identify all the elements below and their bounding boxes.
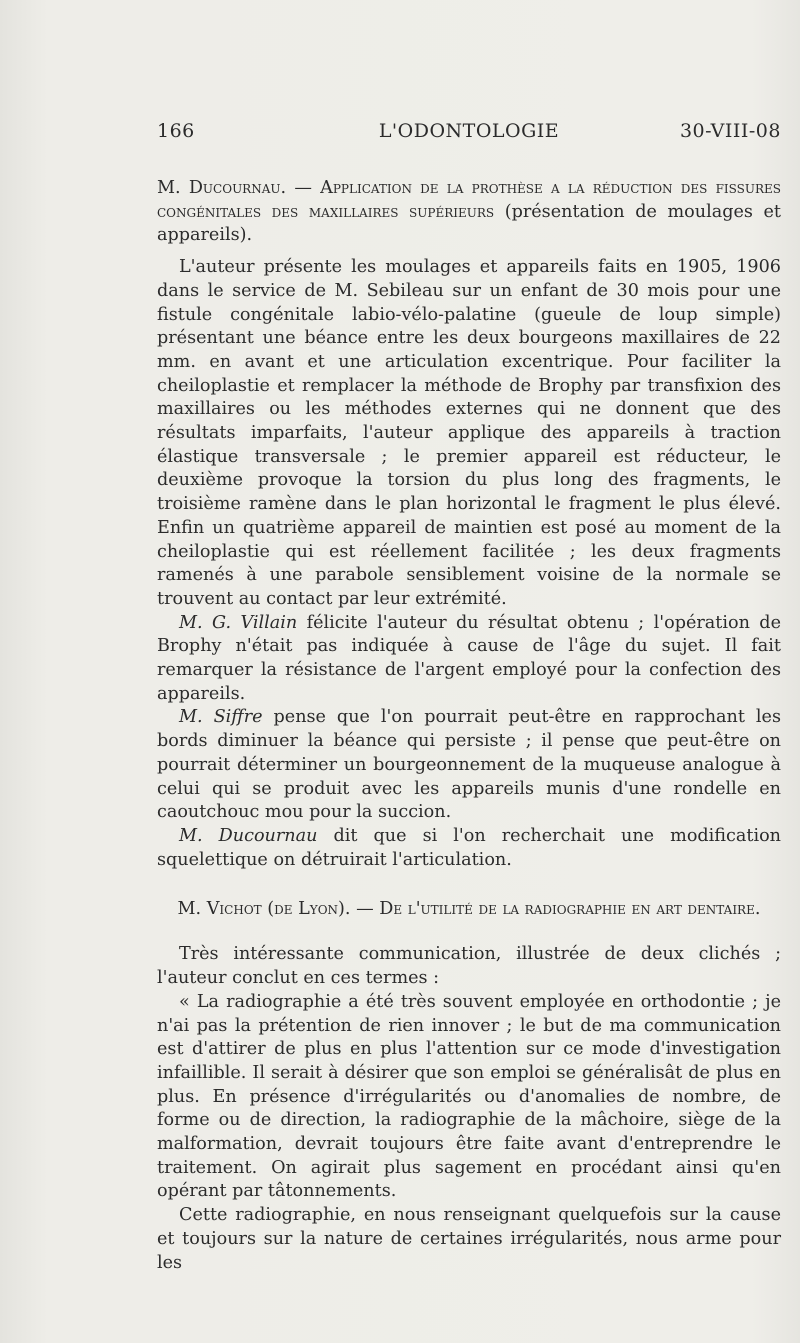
speaker-name: M. Ducournau <box>179 825 318 846</box>
page-number: 166 <box>157 120 195 142</box>
speaker-name: M. G. Villain <box>179 612 298 633</box>
paragraph-villain <box>157 612 781 707</box>
issue-date: 30-VIII-08 <box>679 120 781 142</box>
paragraph-continuation: Cette radiographie, en nous renseignant quelquefois sur la cause et toujours sur la nature de certaines irrégularités, nous arme pour les <box>157 1205 781 1273</box>
paragraph-text: pense que l'on pourrait peut-être en rapprochant les bords diminuer la béance qui persiste ; il pense que peut-être on pourrait déterminer un bourgeonnement de la muqueuse analogue à celui qui se produit avec les appareils munis d'une rondelle en caoutchouc mou pour la succion. <box>157 707 781 823</box>
paragraph-summary: L'auteur présente les moulages et appareils faits en 1905, 1906 dans le service de M. Sebileau sur un enfant de 30 mois pour une fistule congénitale labio-vélo-palatine (gueule de loup simple) présentant une béance entre les deux bourgeons maxillaires de 22 mm. en avant et une articulation excentrique. Pour faciliter la cheiloplastie et remplacer la méthode de Brophy par transfixion des maxillaires ou les méthodes externes qui ne donnent que des résultats imparfaits, l'auteur applique des appareils à traction élastique transversale ; le premier appareil est réducteur, le deuxième provoque la torsion du plus long des fragments, le troisième ramène dans le plan horizontal le fragment le plus élevé. Enfin un quatrième appareil de maintien est posé au moment de la cheiloplastie qui est réellement facilitée ; les deux fragments ramenés à une parabole sensiblement voisine de la normale se trouvent au contact par leur extrémité. <box>157 257 781 609</box>
section-title: De l'utilité de la radiographie en art dentaire. <box>379 899 761 920</box>
paragraph-quote: « La radiographie a été très souvent employée en orthodontie ; je n'ai pas la prétention de rien innover ; le but de ma communication est d'attirer de plus en plus l'attention sur ce mode d'investigation infaillible. Il serait à désirer que son emploi se généralisât de plus en plus. En présence d'irrégularités ou d'anomalies de nombre, de forme ou de direction, la radiographie de la mâchoire, siège de la malformation, devrait toujours être faite avant d'entreprendre le traitement. On agirait plus sagement en procédant ainsi qu'en opérant par tâtonnements. <box>157 991 781 1202</box>
paragraph-ducournau-reply <box>157 825 781 872</box>
section-dash: — <box>294 178 312 198</box>
paragraph-siffre <box>157 706 781 825</box>
speaker-name: M. Siffre <box>179 707 263 728</box>
section-heading-ducournau <box>157 177 781 248</box>
section-heading-vichot <box>157 898 781 920</box>
paragraph-text: félicite l'auteur du résultat obtenu ; l'opération de Brophy n'était pas indiquée à cause de l'âge du sujet. Il fait remarquer la résistance de l'argent employé pour la confection des appareils. <box>157 612 781 704</box>
section-dash: — <box>356 899 374 920</box>
section-author: M. Vichot (de Lyon). <box>177 899 351 920</box>
running-title: L'ODONTOLOGIE <box>378 120 560 142</box>
section-subtitle: (présentation de moulages et appareils). <box>157 201 782 246</box>
paragraph-intro: Très intéressante communication, illustrée de deux clichés ; l'auteur conclut en ces termes : <box>157 944 781 989</box>
paragraph-text: dit que si l'on recherchait une modification squelettique on détruirait l'articulation. <box>157 825 781 870</box>
section-author: M. Ducournau. <box>157 178 287 198</box>
page-body <box>157 177 781 1275</box>
section-title: Application de la prothèse a la réduction des fissures congénitales des maxillaires supérieurs <box>157 178 781 222</box>
